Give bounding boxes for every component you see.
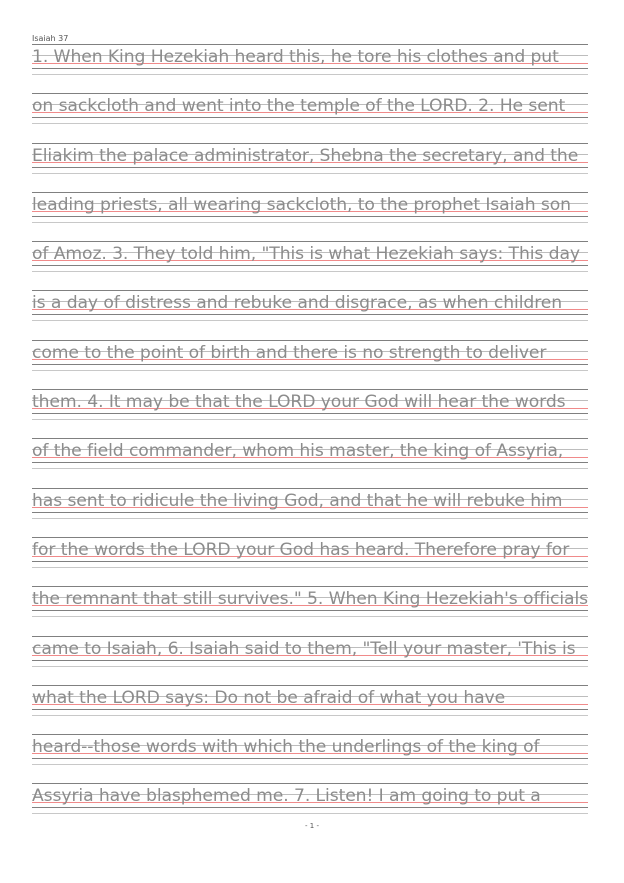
- tracing-text: for the words the LORD your God has heard. Therefore pray for: [32, 539, 570, 560]
- writing-row: [32, 192, 588, 241]
- tracing-text: come to the point of birth and there is no strength to deliver: [32, 342, 547, 363]
- writing-row: [32, 537, 588, 586]
- rule-base: [32, 167, 588, 168]
- rule-base: [32, 314, 588, 315]
- rule-base: [32, 610, 588, 611]
- tracing-text: the remnant that still survives." 5. When King Hezekiah's officials: [32, 589, 588, 610]
- writing-row: [32, 93, 588, 142]
- tracing-text: them. 4. It may be that the LORD your God will hear the words: [32, 392, 566, 413]
- writing-row: [32, 290, 588, 339]
- tracing-text: 1. When King Hezekiah heard this, he tore his clothes and put: [32, 47, 559, 67]
- tracing-text: is a day of distress and rebuke and disgrace, as when children: [32, 293, 563, 314]
- writing-row: [32, 586, 588, 635]
- rule-base: [32, 364, 588, 365]
- writing-row: [32, 44, 588, 93]
- rule-base: [32, 512, 588, 513]
- rule-top: [32, 143, 588, 144]
- rule-top: [32, 438, 588, 439]
- rule-bottom: [32, 74, 588, 75]
- rule-bottom: [32, 173, 588, 174]
- rule-bottom: [32, 616, 588, 617]
- rule-bottom: [32, 123, 588, 124]
- rule-top: [32, 734, 588, 735]
- tracing-text: Eliakim the palace administrator, Shebna the secretary, and the: [32, 145, 579, 166]
- handwriting-lines: [32, 44, 588, 833]
- rule-bottom: [32, 518, 588, 519]
- rule-base: [32, 462, 588, 463]
- rule-bottom: [32, 813, 588, 814]
- rule-base: [32, 561, 588, 562]
- rule-base: [32, 265, 588, 266]
- writing-row: [32, 389, 588, 438]
- rule-base: [32, 807, 588, 808]
- page-number: - 1 -: [305, 822, 319, 830]
- rule-top: [32, 488, 588, 489]
- rule-top: [32, 389, 588, 390]
- rule-base: [32, 413, 588, 414]
- writing-row: [32, 241, 588, 290]
- rule-top: [32, 783, 588, 784]
- rule-bottom: [32, 666, 588, 667]
- tracing-text: on sackcloth and went into the temple of the LORD. 2. He sent: [32, 96, 566, 117]
- rule-bottom: [32, 567, 588, 568]
- rule-top: [32, 586, 588, 587]
- rule-top: [32, 340, 588, 341]
- rule-bottom: [32, 468, 588, 469]
- rule-base: [32, 117, 588, 118]
- writing-row: [32, 438, 588, 487]
- rule-top: [32, 93, 588, 94]
- tracing-text: of Amoz. 3. They told him, "This is what Hezekiah says: This day: [32, 244, 580, 265]
- rule-base: [32, 68, 588, 69]
- rule-top: [32, 290, 588, 291]
- writing-row: [32, 685, 588, 734]
- rule-bottom: [32, 715, 588, 716]
- writing-row: [32, 636, 588, 685]
- rule-top: [32, 44, 588, 45]
- tracing-text: Assyria have blasphemed me. 7. Listen! I am going to put a: [32, 786, 541, 807]
- rule-bottom: [32, 764, 588, 765]
- rule-base: [32, 758, 588, 759]
- tracing-text: of the field commander, whom his master, the king of Assyria,: [32, 441, 564, 462]
- rule-bottom: [32, 271, 588, 272]
- rule-bottom: [32, 222, 588, 223]
- rule-top: [32, 685, 588, 686]
- tracing-text: came to Isaiah, 6. Isaiah said to them, "Tell your master, 'This is: [32, 638, 576, 659]
- tracing-text: heard--those words with which the underlings of the king of: [32, 737, 540, 758]
- tracing-text: what the LORD says: Do not be afraid of what you have: [32, 687, 506, 708]
- rule-top: [32, 192, 588, 193]
- rule-bottom: [32, 320, 588, 321]
- writing-row: [32, 340, 588, 389]
- page-header: Isaiah 37: [32, 34, 69, 43]
- writing-row: [32, 734, 588, 783]
- tracing-text: has sent to ridicule the living God, and that he will rebuke him: [32, 490, 563, 511]
- rule-top: [32, 241, 588, 242]
- writing-row: [32, 488, 588, 537]
- rule-base: [32, 709, 588, 710]
- rule-bottom: [32, 370, 588, 371]
- writing-row: [32, 143, 588, 192]
- rule-bottom: [32, 419, 588, 420]
- rule-base: [32, 216, 588, 217]
- tracing-text: leading priests, all wearing sackcloth, to the prophet Isaiah son: [32, 194, 571, 215]
- rule-top: [32, 537, 588, 538]
- rule-base: [32, 660, 588, 661]
- rule-top: [32, 636, 588, 637]
